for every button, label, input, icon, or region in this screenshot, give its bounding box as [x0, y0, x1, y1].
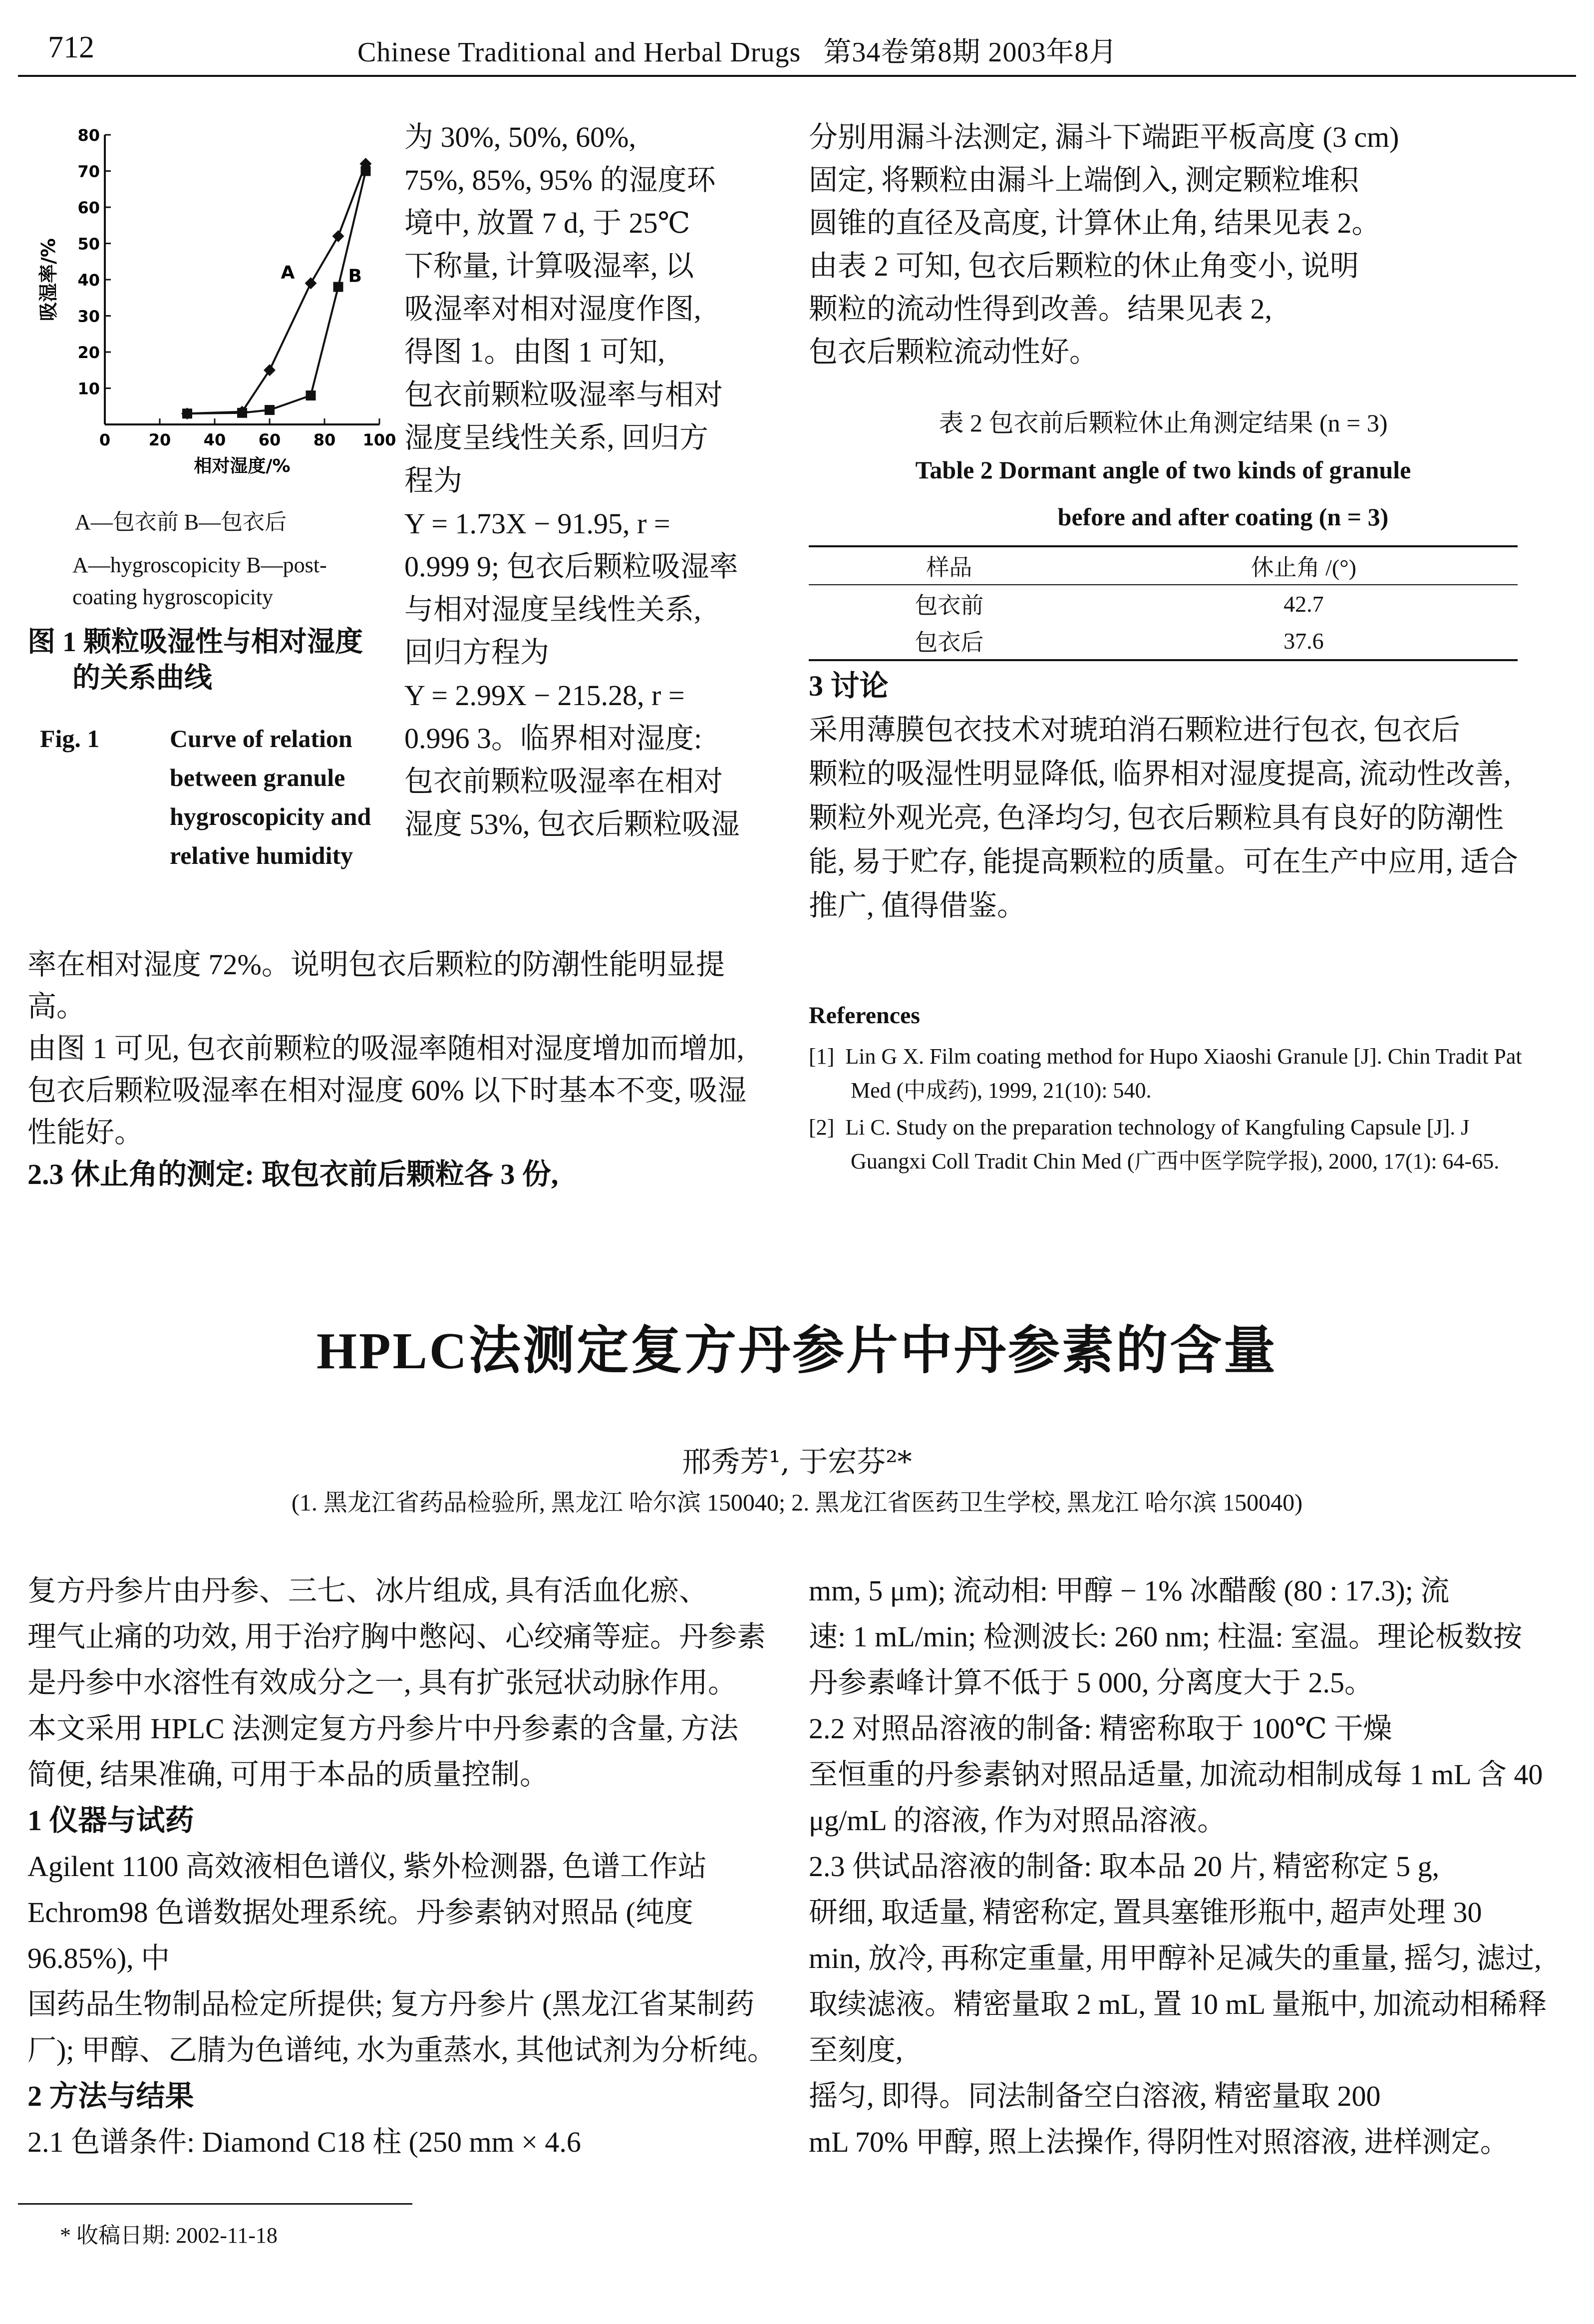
- paragraph-line: 理气止痛的功效, 用于治疗胸中憋闷、心绞痛等症。丹参素: [27, 1620, 766, 1653]
- chart-axes: [105, 135, 379, 424]
- paragraph-line: 复方丹参片由丹参、三七、冰片组成, 具有活血化瘀、: [27, 1574, 708, 1607]
- paragraph-line: 包衣后颗粒流动性好。: [809, 336, 1099, 368]
- running-header: [18, 25, 1576, 73]
- journal-name: [357, 30, 1117, 70]
- paragraph-line: 分别用漏斗法测定, 漏斗下端距平板高度 (3 cm): [809, 121, 1399, 153]
- paragraph-line: μg/mL 的溶液, 作为对照品溶液。: [809, 1804, 1227, 1837]
- chart-series: [181, 158, 372, 419]
- data-point-B: [182, 408, 192, 418]
- table-row: [809, 585, 1518, 622]
- right-column-text: [809, 116, 1568, 374]
- x-axis-label: 相对湿度/%: [194, 456, 291, 474]
- y-ticks: [77, 126, 111, 398]
- paragraph-line: 颗粒外观光亮, 色泽均匀, 包衣后颗粒具有良好的防潮性: [809, 801, 1504, 834]
- paragraph-line: 包衣前颗粒吸湿率在相对: [404, 765, 723, 797]
- paragraph-line: 与相对湿度呈线性关系,: [404, 593, 701, 626]
- paragraph-line: 0.996 3。临界相对湿度:: [404, 722, 702, 755]
- paragraph-line: mL 70% 甲醇, 照上法操作, 得阴性对照溶液, 进样测定。: [809, 2126, 1509, 2158]
- data-point-B: [237, 408, 247, 418]
- table-col-sample: 样品: [809, 546, 1090, 585]
- x-tick-label: 20: [148, 430, 171, 449]
- article-right-column: [809, 1568, 1568, 2165]
- paragraph-line: 2.1 色谱条件: Diamond C18 柱 (250 mm × 4.6: [27, 2126, 581, 2158]
- paragraph-line: 为 30%, 50%, 60%,: [404, 121, 636, 153]
- paragraph-line: 简便, 结果准确, 可用于本品的质量控制。: [27, 1758, 549, 1791]
- reference-item: [1] Lin G X. Film coating method for Hupo Xiaoshi Granule [J]. Chin Tradit Pat Med (中成药), 1999, 21(10): 540.: [809, 1044, 1522, 1103]
- journal-volume: 第34卷第8期 2003年8月: [823, 37, 1118, 68]
- caption-en-line-2: between granule: [170, 764, 345, 791]
- data-point-A: [332, 230, 344, 242]
- paragraph-line: 取续滤液。精密量取 2 mL, 置 10 mL 量瓶中, 加流动相稀释至刻度,: [809, 1988, 1547, 2066]
- y-tick-label: 40: [77, 271, 100, 290]
- references-section: [809, 999, 1528, 1181]
- paragraph-line: 颗粒的流动性得到改善。结果见表 2,: [809, 293, 1273, 325]
- table-2-grid: [809, 545, 1518, 661]
- figure-caption-cn: [27, 624, 397, 696]
- left-continuation-text: [27, 944, 776, 1195]
- paragraph-line: Echrom98 色谱数据处理系统。丹参素钠对照品 (纯度 96.85%), 中: [27, 1896, 693, 1974]
- table-title-en-2: before and after coating (n = 3): [1057, 503, 1389, 531]
- data-point-B: [265, 405, 275, 415]
- conclusion-section: [809, 664, 1548, 928]
- header-rule: [18, 75, 1576, 77]
- reference-item: [2] Li C. Study on the preparation technology of Kangfuling Capsule [J]. J Guangxi Coll Tradit Chin Med (广西中医学院学报), 2000, 17(1): 64-65.: [809, 1115, 1500, 1173]
- x-ticks: [99, 418, 396, 449]
- y-tick-label: 20: [77, 343, 100, 362]
- caption-en-label: Fig. 1: [40, 725, 100, 753]
- figure-legend: [75, 504, 394, 540]
- table-cell-value: 37.6: [1090, 622, 1518, 660]
- caption-en-line-4: relative humidity: [170, 841, 353, 869]
- table-cell-label: 包衣前: [915, 593, 984, 618]
- x-tick-label: 100: [362, 430, 396, 449]
- table-row: [809, 622, 1518, 660]
- paragraph-line: 采用薄膜包衣技术对琥珀消石颗粒进行包衣, 包衣后: [809, 714, 1461, 746]
- legend-en-line-2: coating hygroscopicity: [72, 585, 274, 609]
- paragraph-line: 厂); 甲醇、乙腈为色谱纯, 水为重蒸水, 其他试剂为分析纯。: [27, 2034, 776, 2066]
- paragraph-line: 颗粒的吸湿性明显降低, 临界相对湿度提高, 流动性改善,: [809, 758, 1511, 790]
- paragraph-line: 丹参素峰计算不低于 5 000, 分离度大于 2.5。: [809, 1666, 1374, 1699]
- caption-cn-line-2: 的关系曲线: [72, 663, 212, 694]
- table-2: [809, 399, 1518, 661]
- y-tick-label: 70: [77, 162, 100, 181]
- paragraph-line: 是丹参中水溶性有效成分之一, 具有扩张冠状动脉作用。: [27, 1666, 737, 1699]
- paragraph-line: 速: 1 mL/min; 检测波长: 260 nm; 柱温: 室温。理论板数按: [809, 1620, 1523, 1653]
- paragraph-line: 2 方法与结果: [27, 2080, 194, 2112]
- table-header-row: [809, 546, 1518, 585]
- paragraph-line: 湿度 53%, 包衣后颗粒吸湿: [404, 808, 740, 840]
- journal-title: Chinese Traditional and Herbal Drugs: [357, 37, 801, 68]
- article-title: HPLC法测定复方丹参片中丹参素的含量: [317, 1322, 1277, 1380]
- figure-1-chart: [20, 115, 399, 474]
- paragraph-line: 圆锥的直径及高度, 计算休止角, 结果见表 2。: [809, 207, 1381, 239]
- paragraph-line: 得图 1。由图 1 可知,: [404, 336, 665, 368]
- series-label-B: B: [348, 266, 362, 287]
- paragraph-line: 境中, 放置 7 d, 于 25℃: [404, 207, 690, 239]
- x-tick-label: 60: [258, 430, 281, 449]
- footnote-rule: [18, 2203, 412, 2205]
- references-heading: References: [809, 1002, 920, 1029]
- paragraph-line: min, 放冷, 再称定重量, 用甲醇补足减失的重量, 摇匀, 滤过,: [809, 1942, 1542, 1974]
- paragraph-line: 0.999 9; 包衣后颗粒吸湿率: [404, 550, 738, 583]
- paragraph-line: 包衣前颗粒吸湿率与相对: [404, 379, 723, 411]
- paragraph-line: 吸湿率对相对湿度作图,: [404, 293, 701, 325]
- data-point-B: [306, 390, 316, 400]
- table-cell-value: 42.7: [1283, 591, 1324, 617]
- paragraph-line: 由图 1 可见, 包衣前颗粒的吸湿率随相对湿度增加而增加,: [27, 1032, 744, 1065]
- series-label-A: A: [281, 262, 295, 283]
- paragraph-line: Y = 1.73X − 91.95, r =: [404, 507, 670, 540]
- conclusion-heading: 3 讨论: [809, 670, 889, 702]
- article-left-column: [27, 1568, 776, 2165]
- paragraph-line: 包衣后颗粒吸湿率在相对湿度 60% 以下时基本不变, 吸湿: [27, 1074, 747, 1107]
- paragraph-line: 75%, 85%, 95% 的湿度环: [404, 164, 716, 196]
- paragraph-line: 湿度呈线性关系, 回归方: [404, 421, 709, 454]
- data-point-A: [305, 277, 317, 289]
- table-cell-label: 包衣后: [809, 622, 1090, 660]
- paragraph-line: 至恒重的丹参素钠对照品适量, 加流动相制成每 1 mL 含 40: [809, 1758, 1543, 1791]
- paragraph-line: 2.3 供试品溶液的制备: 取本品 20 片, 精密称定 5 g,: [809, 1850, 1440, 1883]
- caption-cn-line-1: 图 1 颗粒吸湿性与相对湿度: [27, 627, 363, 658]
- paragraph-line: 性能好。: [27, 1116, 144, 1149]
- y-tick-label: 60: [77, 198, 100, 217]
- y-tick-label: 30: [77, 307, 100, 326]
- paragraph-line: 本文采用 HPLC 法测定复方丹参片中丹参素的含量, 方法: [27, 1712, 739, 1745]
- paragraph-line: mm, 5 μm); 流动相: 甲醇 − 1% 冰醋酸 (80 : 17.3); 流: [809, 1574, 1450, 1607]
- article-affiliation: (1. 黑龙江省药品检验所, 黑龙江 哈尔滨 150040; 2. 黑龙江省医药卫生学校, 黑龙江 哈尔滨 150040): [291, 1490, 1303, 1516]
- paragraph-line: 由表 2 可知, 包衣后颗粒的休止角变小, 说明: [809, 250, 1359, 282]
- y-tick-label: 80: [77, 126, 100, 145]
- paragraph-line: 固定, 将颗粒由漏斗上端倒入, 测定颗粒堆积: [809, 164, 1359, 196]
- x-tick-label: 0: [99, 430, 111, 449]
- paragraph-line: 推广, 值得借鉴。: [809, 889, 1026, 922]
- paragraph-line: 率在相对湿度 72%。说明包衣后颗粒的防潮性能明显提高。: [27, 948, 725, 1023]
- legend-en-line-1: A—hygroscopicity B—post-: [72, 553, 327, 577]
- paragraph-line: 摇匀, 即得。同法制备空白溶液, 精密量取 200: [809, 2080, 1381, 2112]
- paragraph-line: Y = 2.99X − 215.28, r =: [404, 679, 685, 712]
- x-tick-label: 40: [203, 430, 226, 449]
- x-tick-label: 80: [313, 430, 336, 449]
- table-col-angle: 休止角 /(°): [1090, 546, 1518, 585]
- footnote: * 收稿日期: 2002-11-18: [60, 2223, 278, 2248]
- caption-en-line-3: hygroscopicity and: [170, 802, 371, 830]
- middle-column-text: [404, 116, 784, 846]
- paragraph-line: 1 仪器与试药: [27, 1804, 194, 1837]
- y-tick-label: 50: [77, 234, 100, 254]
- data-point-B: [333, 282, 343, 292]
- y-axis-label: 吸湿率/%: [37, 238, 59, 321]
- legend-cn: A—包衣前 B—包衣后: [75, 510, 287, 534]
- caption-en-line-1: Curve of relation: [170, 725, 352, 753]
- table-title-en-1: Table 2 Dormant angle of two kinds of granule: [915, 456, 1411, 484]
- data-point-B: [361, 166, 371, 176]
- paragraph-line: 研细, 取适量, 精密称定, 置具塞锥形瓶中, 超声处理 30: [809, 1896, 1482, 1929]
- figure-legend-en: [72, 549, 402, 613]
- paragraph-line: 能, 易于贮存, 能提高颗粒的质量。可在生产中应用, 适合: [809, 845, 1519, 878]
- paragraph-line: 国药品生物制品检定所提供; 复方丹参片 (黑龙江省某制药: [27, 1988, 755, 2020]
- paragraph-line: 下称量, 计算吸湿率, 以: [404, 250, 694, 282]
- paragraph-line: 2.3 休止角的测定: 取包衣前后颗粒各 3 份,: [27, 1158, 559, 1190]
- paragraph-line: 回归方程为: [404, 636, 550, 669]
- paragraph-line: 程为: [404, 464, 463, 497]
- paragraph-line: Agilent 1100 高效液相色谱仪, 紫外检测器, 色谱工作站: [27, 1850, 707, 1883]
- paragraph-line: 2.2 对照品溶液的制备: 精密称取于 100℃ 干燥: [809, 1712, 1392, 1745]
- table-title-cn: 表 2 包衣前后颗粒休止角测定结果 (n = 3): [939, 409, 1388, 437]
- article-authors: 邢秀芳¹, 于宏芬²*: [682, 1445, 912, 1479]
- data-point-A: [264, 364, 276, 376]
- series-line-B: [187, 171, 366, 414]
- page-number: 712: [48, 30, 94, 64]
- y-tick-label: 10: [77, 379, 100, 398]
